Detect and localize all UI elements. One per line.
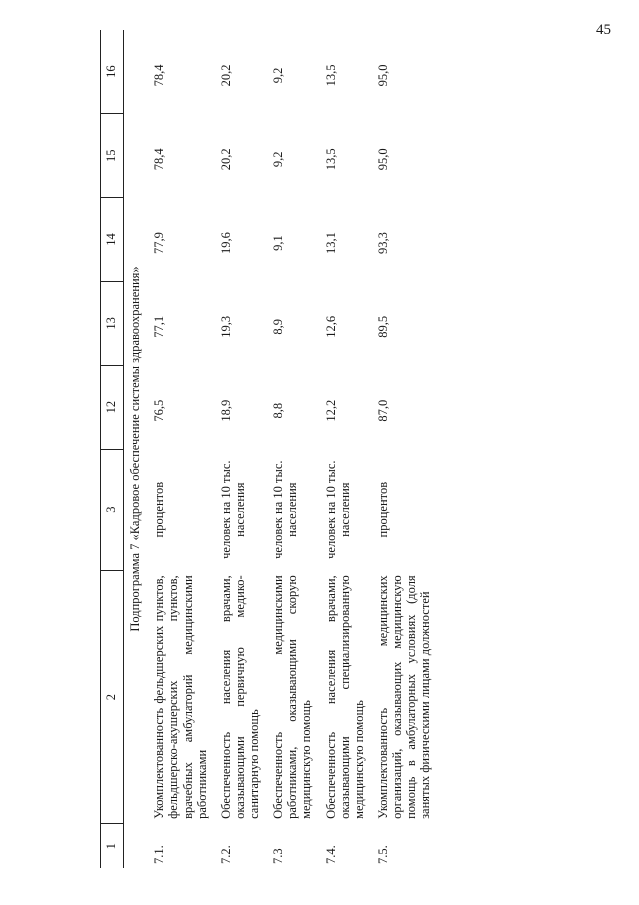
indicator-name: Обеспеченность населения врачами, оказывающими первичную медико-санитарную помощь	[218, 575, 261, 819]
column-header: 16	[101, 30, 124, 114]
value-cell: 18,9	[218, 399, 233, 422]
value-cell: 76,5	[152, 399, 167, 422]
value-cell: 19,6	[218, 232, 233, 254]
indicator-name: Укомплектованность фельдшерских пунктов, фельдшерско-акушерских пунктов, врачебных амбулаторий медицинскими работниками	[152, 575, 209, 819]
value-cell: 89,5	[375, 315, 390, 338]
column-number-header	[101, 30, 124, 868]
column-header: 2	[101, 570, 124, 824]
value-cell: 20,2	[218, 64, 233, 87]
value-cell: 95,0	[375, 148, 390, 171]
value-cell: 19,3	[218, 315, 233, 338]
table-row	[215, 30, 267, 868]
value-cell: 12,6	[323, 315, 338, 338]
value-cell: 8,9	[271, 319, 286, 335]
unit-cell: человек на 10 тыс. населения	[218, 460, 247, 559]
value-cell: 77,9	[152, 232, 167, 254]
value-cell: 20,2	[218, 148, 233, 171]
value-cell: 12,2	[323, 399, 338, 422]
value-cell: 13,1	[323, 232, 338, 254]
indicator-name: Укомплектованность медицинских организаций, оказывающих медицинскую помощь в амбулаторных условиях (доля занятых физическими лицами должностей	[375, 575, 433, 819]
column-header: 14	[101, 198, 124, 282]
rotated-table-container	[100, 30, 635, 868]
value-cell: 9,1	[271, 235, 286, 251]
value-cell: 9,2	[271, 151, 286, 168]
subprogram-row	[124, 30, 149, 868]
table-row	[148, 30, 215, 868]
value-cell: 13,5	[323, 64, 338, 87]
value-cell: 93,3	[375, 232, 390, 254]
row-number: 7.2.	[218, 845, 233, 864]
value-cell: 78,4	[152, 148, 167, 171]
unit-cell: человек на 10 тыс. населения	[323, 460, 352, 559]
row-number: 7.4.	[323, 845, 338, 864]
row-number: 7.5.	[375, 845, 390, 864]
row-number: 7.1.	[152, 845, 167, 864]
unit-cell: процентов	[375, 481, 390, 538]
subprogram-title: Подпрограмма 7 «Кадровое обеспечение системы здравоохранения»	[128, 266, 143, 632]
table-row	[320, 30, 372, 868]
indicator-name: Обеспеченность населения врачами, оказывающими специализированную медицинскую помощь	[323, 575, 366, 819]
column-header: 15	[101, 114, 124, 198]
indicator-name: Обеспеченность медицинскими работниками, оказывающими скорую медицинскую помощь	[271, 575, 314, 819]
value-cell: 9,2	[271, 67, 286, 84]
table-row	[372, 30, 439, 868]
row-number: 7.3	[271, 848, 286, 864]
table-row	[267, 30, 319, 868]
column-header: 1	[101, 824, 124, 868]
value-cell: 95,0	[375, 64, 390, 87]
indicators-table	[100, 30, 438, 868]
column-header: 13	[101, 281, 124, 365]
value-cell: 77,1	[152, 315, 167, 338]
value-cell: 78,4	[152, 64, 167, 87]
value-cell: 8,8	[271, 402, 286, 419]
value-cell: 87,0	[375, 399, 390, 422]
page-number: 45	[596, 22, 611, 38]
column-header: 12	[101, 365, 124, 449]
column-header: 3	[101, 449, 124, 570]
unit-cell: человек на 10 тыс. населения	[271, 460, 300, 559]
unit-cell: процентов	[152, 481, 167, 538]
value-cell: 13,5	[323, 148, 338, 171]
